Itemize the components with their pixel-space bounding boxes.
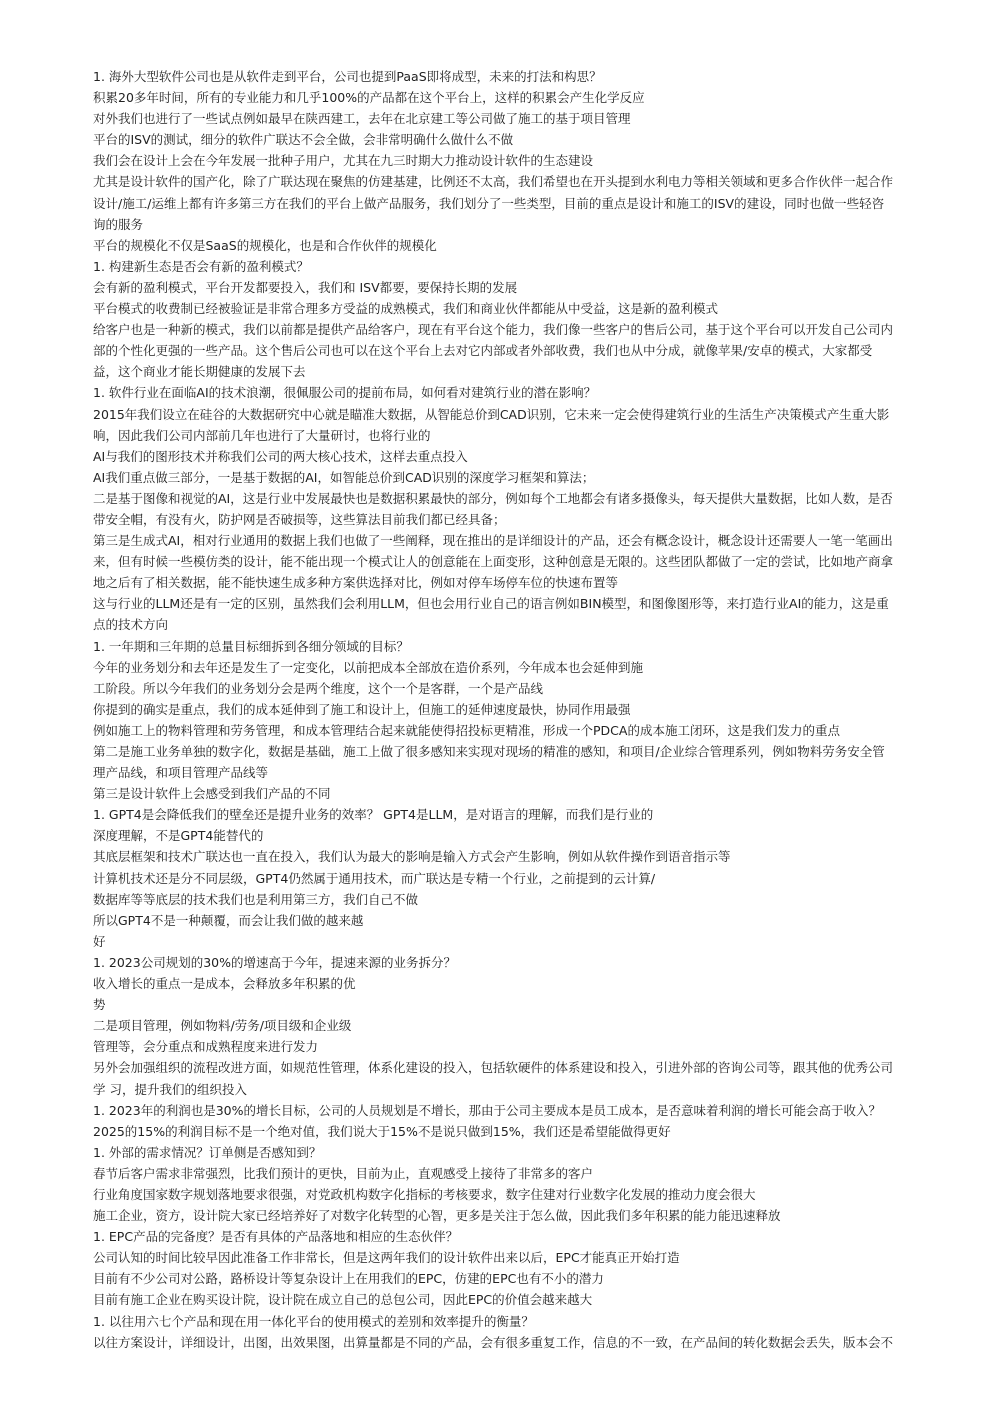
text-line: 2015年我们设立在硅谷的大数据研究中心就是瞄准大数据，从智能总价到CAD识别，它未来一定会使得建筑行业的生活生产决策模式产生重大影 xyxy=(93,406,890,422)
text-line: 部的个性化更强的一些产品。这个售后公司也可以在这个平台上去对它内部或者外部收费，我们也从中分成，就像苹果/安卓的模式，大家都受 xyxy=(93,343,873,359)
text-line: 响，因此我们公司内部前几年也进行了大量研讨，也将行业的 xyxy=(93,427,431,443)
text-line: 1. EPC产品的完备度？是否有具体的产品落地和相应的生态伙伴？ xyxy=(93,1229,459,1245)
text-line: 管理等，会分重点和成熟程度来进行发力 xyxy=(93,1039,319,1055)
text-line: 平台模式的收费制已经被验证是非常合理多方受益的成熟模式，我们和商业伙伴都能从中受益，这是新的盈利模式 xyxy=(93,301,719,317)
text-line: 你提到的确实是重点，我们的成本延伸到了施工和设计上，但施工的延伸速度最快，协同作用最强 xyxy=(93,701,631,717)
text-line: 1. 海外大型软件公司也是从软件走到平台，公司也提到PaaS即将成型，未来的打法和构思？ xyxy=(93,69,602,84)
text-line: 平台的规模化不仅是SaaS的规模化，也是和合作伙伴的规模化 xyxy=(93,237,437,253)
text-line: 我们会在设计上会在今年发展一批种子用户，尤其在九三时期大力推动设计软件的生态建设 xyxy=(93,153,594,169)
text-line: 来，但有时候一些模仿类的设计，能不能出现一个模式让人的创意能在上面变形，这种创意是无限的。这些团队都做了一定的尝试，比如地产商拿 xyxy=(93,554,894,570)
text-line: 目前有不少公司对公路，路桥设计等复杂设计上在用我们的EPC，仿建的EPC也有不小的潜力 xyxy=(93,1271,604,1287)
text-line: 1. 2023公司规划的30%的增速高于今年，提速来源的业务拆分？ xyxy=(93,954,456,970)
text-line: 询的服务 xyxy=(93,216,144,232)
text-line: 二是基于图像和视觉的AI，这是行业中发展最快也是数据积累最快的部分，例如每个工地都会有诸多摄像头，每天提供大量数据，比如人数，是否 xyxy=(93,490,893,506)
text-line: 其底层框架和技术广联达也一直在投入，我们认为最大的影响是输入方式会产生影响，例如从软件操作到语音指示等 xyxy=(93,849,731,865)
text-line: 另外会加强组织的流程改进方面，如规范性管理，体系化建设的投入，包括软硬件的体系建设和投入，引进外部的咨询公司等，跟其他的优秀公司 xyxy=(93,1060,894,1076)
text-line: 好 xyxy=(93,933,106,949)
text-line: 2025的15%的利润目标不是一个绝对值，我们说大于15%不是说只做到15%，我们还是希望能做得更好 xyxy=(93,1123,671,1139)
text-line: 所以GPT4不是一种颠覆，而会让我们做的越来越 xyxy=(93,912,364,928)
text-line: 公司认知的时间比较早因此准备工作非常长，但是这两年我们的设计软件出来以后，EPC才能真正开始打造 xyxy=(93,1250,680,1266)
text-line: 1. 软件行业在面临AI的技术浪潮，很佩服公司的提前布局，如何看对建筑行业的潜在影响？ xyxy=(93,385,597,401)
text-line: 1. GPT4是会降低我们的壁垒还是提升业务的效率？ GPT4是LLM，是对语言的理解，而我们是行业的 xyxy=(93,807,654,823)
text-line: 收入增长的重点一是成本，会释放多年积累的优 xyxy=(93,976,356,992)
text-line: 势 xyxy=(93,997,106,1013)
text-line: 尤其是设计软件的国产化，除了广联达现在聚焦的仿建基建，比例还不太高，我们希望也在开头提到水利电力等相关领域和更多合作伙伴一起合作 xyxy=(93,174,894,190)
text-line: 设计/施工/运维上都有许多第三方在我们的平台上做产品服务，我们划分了一些类型，目前的重点是设计和施工的ISV的建设，同时也做一些轻咨 xyxy=(93,195,885,211)
text-line: 1. 一年期和三年期的总量目标细拆到各细分领域的目标？ xyxy=(93,638,409,654)
text-line: 1. 外部的需求情况？订单侧是否感知到？ xyxy=(93,1144,322,1160)
text-line: 对外我们也进行了一些试点例如最早在陕西建工，去年在北京建工等公司做了施工的基于项目管理 xyxy=(93,111,631,127)
text-line: 计算机技术还是分不同层级，GPT4仍然属于通用技术，而广联达是专精一个行业，之前提到的云计算/ xyxy=(93,870,656,886)
text-line: 理产品线，和项目管理产品线等 xyxy=(93,765,269,781)
text-line: 会有新的盈利模式，平台开发都要投入，我们和 ISV都要，要保持长期的发展 xyxy=(93,279,518,295)
text-line: 积累20多年时间，所有的专业能力和几乎100%的产品都在这个平台上，这样的积累会产生化学反应 xyxy=(93,90,645,106)
text-line: 平台的ISV的测试，细分的软件广联达不会全做，会非常明确什么做什么不做 xyxy=(93,132,514,148)
text-line: 1. 2023年的利润也是30%的增长目标，公司的人员规划是不增长，那由于公司主要成本是员工成本，是否意味着利润的增长可能会高于收入？ xyxy=(93,1102,881,1118)
text-line: AI与我们的图形技术并称我们公司的两大核心技术，这样去重点投入 xyxy=(93,448,468,464)
text-line: 深度理解，不是GPT4能替代的 xyxy=(93,828,264,844)
text-line: 1. 以往用六七个产品和现在用一体化平台的使用模式的差别和效率提升的衡量？ xyxy=(93,1313,534,1329)
text-line: 给客户也是一种新的模式，我们以前都是提供产品给客户，现在有平台这个能力，我们像一些客户的售后公司，基于这个平台可以开发自己公司内 xyxy=(93,322,894,338)
text-line: 学 习，提升我们的组织投入 xyxy=(93,1081,247,1097)
text-line: 第二是施工业务单独的数字化，数据是基础，施工上做了很多感知来实现对现场的精准的感知，和项目/企业综合管理系列，例如物料劳务安全管 xyxy=(93,744,885,759)
text-line: 目前有施工企业在购买设计院，设计院在成立自己的总包公司，因此EPC的价值会越来越大 xyxy=(93,1292,593,1308)
text-line: AI我们重点做三部分，一是基于数据的AI，如智能总价到CAD识别的深度学习框架和算法； xyxy=(93,469,595,485)
text-line: 益，这个商业才能长期健康的发展下去 xyxy=(93,364,306,380)
text-line: 点的技术方向 xyxy=(93,617,169,633)
text-line: 第三是生成式AI，相对行业通用的数据上我们也做了一些阐释，现在推出的是详细设计的产品，还会有概念设计，概念设计还需要人一笔一笔画出 xyxy=(93,533,893,549)
text-line: 这与行业的LLM还是有一定的区别，虽然我们会利用LLM，但也会用行业自己的语言例如BIN模型，和图像图形等，来打造行业AI的能力，这是重 xyxy=(93,596,889,612)
document-body xyxy=(93,66,945,1353)
text-line: 数据库等等底层的技术我们也是利用第三方，我们自己不做 xyxy=(93,891,419,907)
text-line: 工阶段。所以今年我们的业务划分会是两个维度，这个一个是客群，一个是产品线 xyxy=(93,680,544,696)
text-line: 行业角度国家数字规划落地要求很强，对党政机构数字化指标的考核要求，数字住建对行业数字化发展的推动力度会很大 xyxy=(93,1186,756,1202)
text-line: 例如施工上的物料管理和劳务管理，和成本管理结合起来就能使得招投标更精准，形成一个PDCA的成本施工闭环，这是我们发力的重点 xyxy=(93,722,840,738)
text-line: 以往方案设计，详细设计，出图，出效果图，出算量都是不同的产品，会有很多重复工作，信息的不一致，在产品间的转化数据会丢失，版本会不 xyxy=(93,1334,894,1350)
text-line: 春节后客户需求非常强烈，比我们预计的更快，目前为止，直观感受上接待了非常多的客户 xyxy=(93,1165,594,1181)
text-line: 今年的业务划分和去年还是发生了一定变化，以前把成本全部放在造价系列，今年成本也会延伸到施 xyxy=(93,659,644,675)
text-line: 二是项目管理，例如物料/劳务/项目级和企业级 xyxy=(93,1018,352,1034)
text-line: 1. 构建新生态是否会有新的盈利模式？ xyxy=(93,258,309,274)
text-line: 带安全帽，有没有火，防护网是否破损等，这些算法目前我们都已经具备； xyxy=(93,511,506,527)
text-line: 第三是设计软件上会感受到我们产品的不同 xyxy=(93,786,331,802)
text-line: 施工企业，资方，设计院大家已经培养好了对数字化转型的心智，更多是关注于怎么做，因此我们多年积累的能力能迅速释放 xyxy=(93,1208,781,1224)
text-line: 地之后有了相关数据，能不能快速生成多种方案供选择对比，例如对停车场停车位的快速布置等 xyxy=(93,575,619,591)
